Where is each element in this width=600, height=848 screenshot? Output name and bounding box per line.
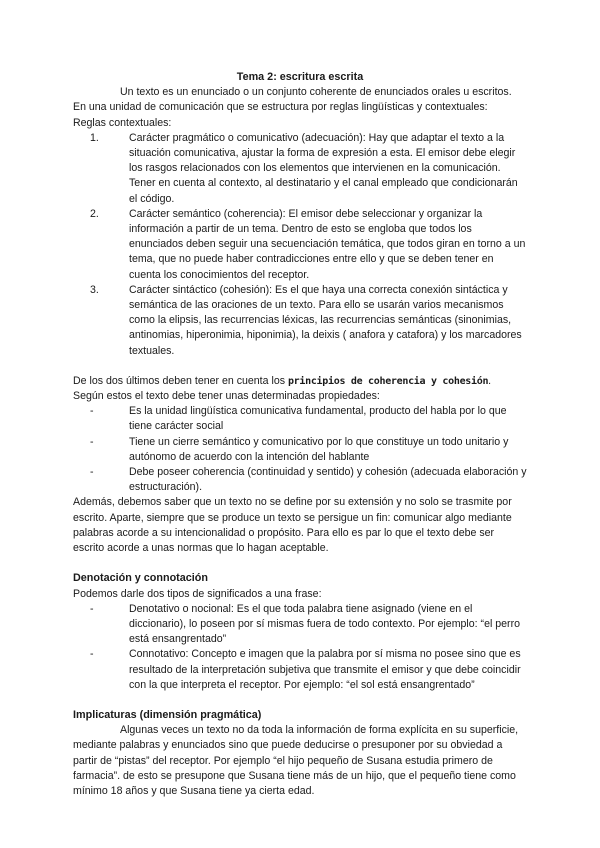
rule-number: 3. [90, 283, 99, 296]
rule-text: Carácter semántico (coherencia): El emisor debe seleccionar y organizar la información a partir de un tema. Dentro de esto se engloba que todos los enunciados deben seguir una secuenciación temática, que todos giran en torno a un tema, que no puede haber contradicciones entre ello y que se deben tener en cuenta los conocimientos del receptor. [129, 207, 526, 281]
dash-bullet: - [90, 648, 94, 661]
list-item-text: Debe poseer coherencia (continuidad y sentido) y cohesión (adecuada elaboración y estructuración). [129, 466, 527, 494]
ademas-paragraph: Además, debemos saber que un texto no se define por su extensión y no solo se trasmite por escrito. Aparte, siempre que se produce un texto se persigue un fin: comunicar algo mediante palabras acorde a su intencionalidad o propósito. Para ello es par lo que el texto debe ser escrito acorde a unas normas que lo hagan aceptable. [73, 496, 512, 555]
section-heading-denotacion: Denotación y connotación [73, 572, 208, 585]
rules-heading: Reglas contextuales: [73, 116, 172, 129]
list-item-text: Tiene un cierre semántico y comunicativo por lo que constituye un todo unitario y autónomo de acuerdo con la intención del hablante [129, 435, 509, 463]
list-item [73, 435, 527, 465]
spacer [73, 359, 527, 374]
properties-list [73, 404, 527, 495]
rule-number: 1. [90, 131, 99, 144]
spacer [73, 556, 527, 571]
principles-suffix: . [488, 374, 492, 387]
spacer [73, 693, 527, 708]
rule-number: 2. [90, 207, 99, 220]
rule-item [73, 283, 527, 359]
rule-text: Carácter sintáctico (cohesión): Es el que haya una correcta conexión sintáctica y semántica de las oraciones de un texto. Para ello se usarán varios mecanismos como la elipsis, las recurrencias léxicas, las recurrencias semánticas (sinonimias, antinomias, hiperonimia, hiponimia), la deixis ( anafora y catafora) y los marcadores textuales. [129, 283, 522, 357]
contextual-rules-list [73, 131, 527, 359]
rule-text: Carácter pragmático o comunicativo (adecuación): Hay que adaptar el texto a la situación comunicativa, ajustar la forma de expresión a esta. El emisor debe elegir los rasgos relacionados con los elementos que intervienen en la comunicación. Tener en cuenta al contexto, al destinatario y el canal empleado que condicionarán el código. [129, 131, 518, 205]
list-item-text: Es la unidad lingüística comunicativa fundamental, producto del habla por lo que tiene carácter social [129, 405, 507, 433]
list-item-text: Denotativo o nocional: Es el que toda palabra tiene asignado (viene en el diccionario), lo poseen por sí mismas fuera de todo contexto. Por ejemplo: “el perro está ensangrentado” [129, 602, 520, 646]
principles-bold: principios de coherencia y cohesión [287, 375, 489, 387]
rule-item [73, 207, 527, 283]
section-heading-implicaturas: Implicaturas (dimensión pragmática) [73, 708, 262, 721]
rule-item [73, 131, 527, 207]
list-item [73, 404, 527, 434]
intro-paragraph: Un texto es un enunciado o un conjunto coherente de enunciados orales u escritos. [120, 86, 512, 99]
list-item [73, 647, 527, 693]
principles-prefix: De los dos últimos deben tener en cuenta los [73, 374, 288, 387]
dash-bullet: - [90, 602, 94, 615]
intro-line-2: En una unidad de comunicación que se estructura por reglas lingüísticas y contextuales: [73, 101, 488, 114]
dash-bullet: - [90, 435, 94, 448]
principles-paragraph [73, 374, 527, 389]
dash-bullet: - [90, 405, 94, 418]
list-item [73, 465, 527, 495]
dash-bullet: - [90, 466, 94, 479]
denotacion-list [73, 602, 527, 693]
implicaturas-paragraph: Algunas veces un texto no da toda la información de forma explícita en su superficie, mediante palabras y enunciados sino que puede deducirse o presuponer por su obviedad a partir de “pistas” del receptor. Por ejemplo “el hijo pequeño de Susana estudia primero de farmacia”. de esto se presupone que Susana tiene más de un hijo, que el pequeño tiene como mínimo 18 años y que Susana tiene ya cierta edad. [73, 724, 519, 797]
properties-intro: Según estos el texto debe tener unas determinadas propiedades: [73, 390, 380, 403]
denotacion-intro: Podemos darle dos tipos de significados a una frase: [73, 587, 322, 600]
page-title: Tema 2: escritura escrita [236, 71, 364, 83]
list-item-text: Connotativo: Concepto e imagen que la palabra por sí misma no posee sino que es resultado de la interpretación subjetiva que transmite el emisor y que debe coincidir con la que interpreta el receptor. Por ejemplo: “el sol está ensangrentado” [129, 648, 521, 691]
list-item [73, 602, 527, 648]
